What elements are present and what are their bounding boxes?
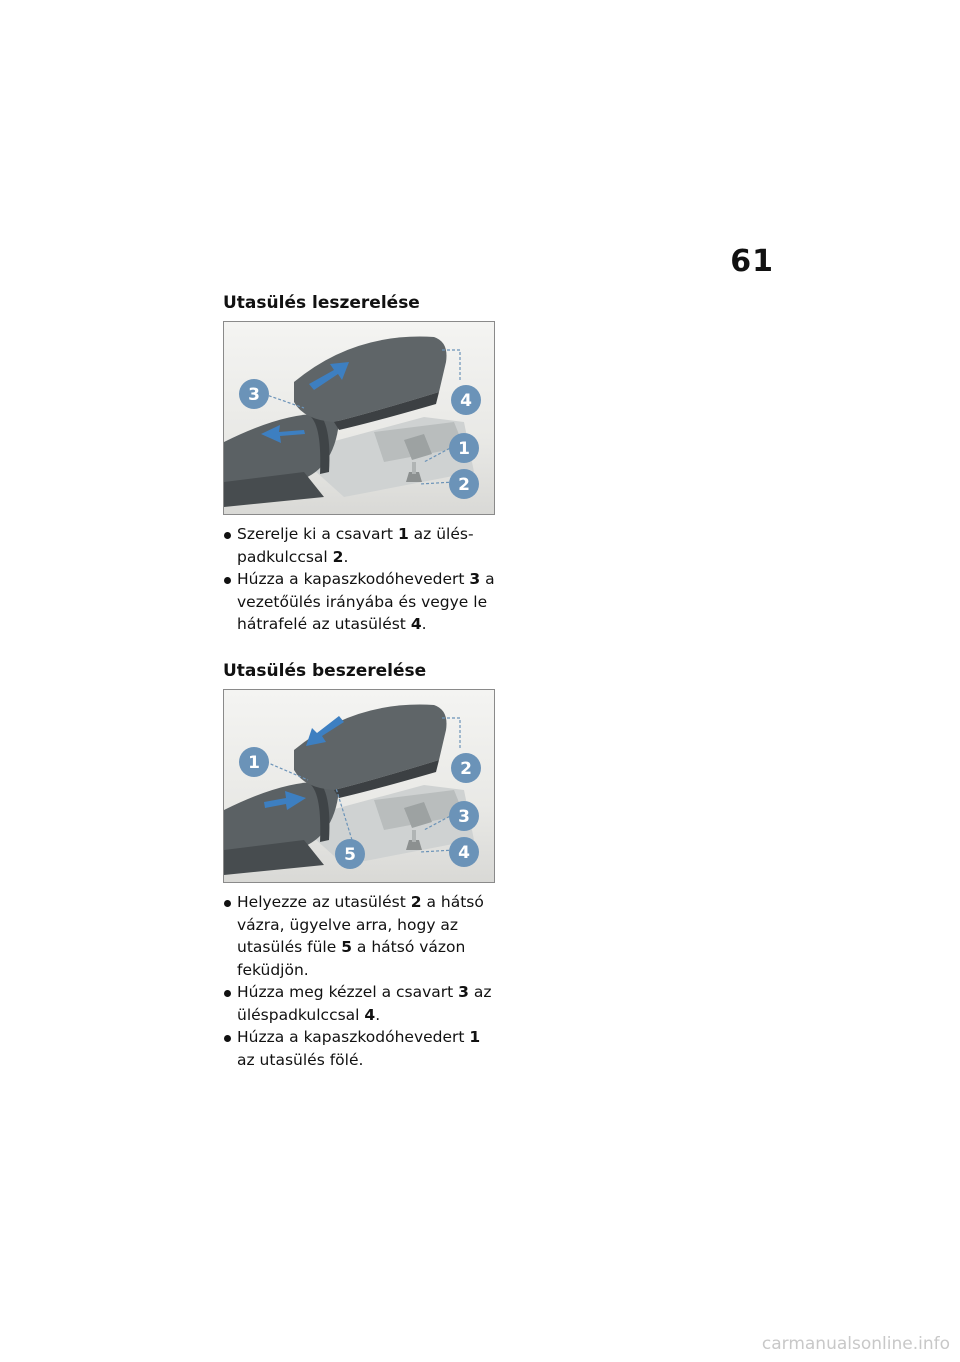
callout-label: 2 xyxy=(458,475,470,495)
instruction-list xyxy=(223,523,495,636)
list-item: Szerelje ki a csavart 1 az üléspadkulccsal 2. xyxy=(223,523,495,568)
callout-label: 4 xyxy=(460,391,472,411)
callout-label: 3 xyxy=(248,385,260,405)
callout-label: 4 xyxy=(458,843,470,863)
seat-installation-illustration xyxy=(223,689,495,883)
list-item: Húzza a kapaszkodóhevedert 3 a vezetőülés irányába és vegye le hátrafelé az utasülést 4. xyxy=(223,568,495,636)
callout-label: 3 xyxy=(458,807,470,827)
section-removal xyxy=(223,292,495,636)
section-installation xyxy=(223,660,495,1071)
callout-label: 5 xyxy=(344,845,356,865)
section-heading: Utasülés beszerelése xyxy=(223,661,427,681)
section-heading: Utasülés leszerelése xyxy=(223,293,420,313)
callout-label: 2 xyxy=(460,759,472,779)
list-item: Húzza a kapaszkodóhevedert 1 az utasülés fölé. xyxy=(223,1026,495,1071)
instruction-list xyxy=(223,891,495,1071)
list-item: Húzza meg kézzel a csavart 3 az üléspadkulccsal 4. xyxy=(223,981,495,1026)
page-number: 61 xyxy=(730,244,774,279)
callout-label: 1 xyxy=(458,439,470,459)
footer-watermark[interactable]: carmanualsonline.info xyxy=(761,1334,950,1354)
callout-label: 1 xyxy=(248,753,260,773)
seat-removal-illustration xyxy=(223,321,495,515)
list-item: Helyezze az utasülést 2 a hátsó vázra, ügyelve arra, hogy az utasülés füle 5 a hátsó vázon feküdjön. xyxy=(223,891,495,981)
